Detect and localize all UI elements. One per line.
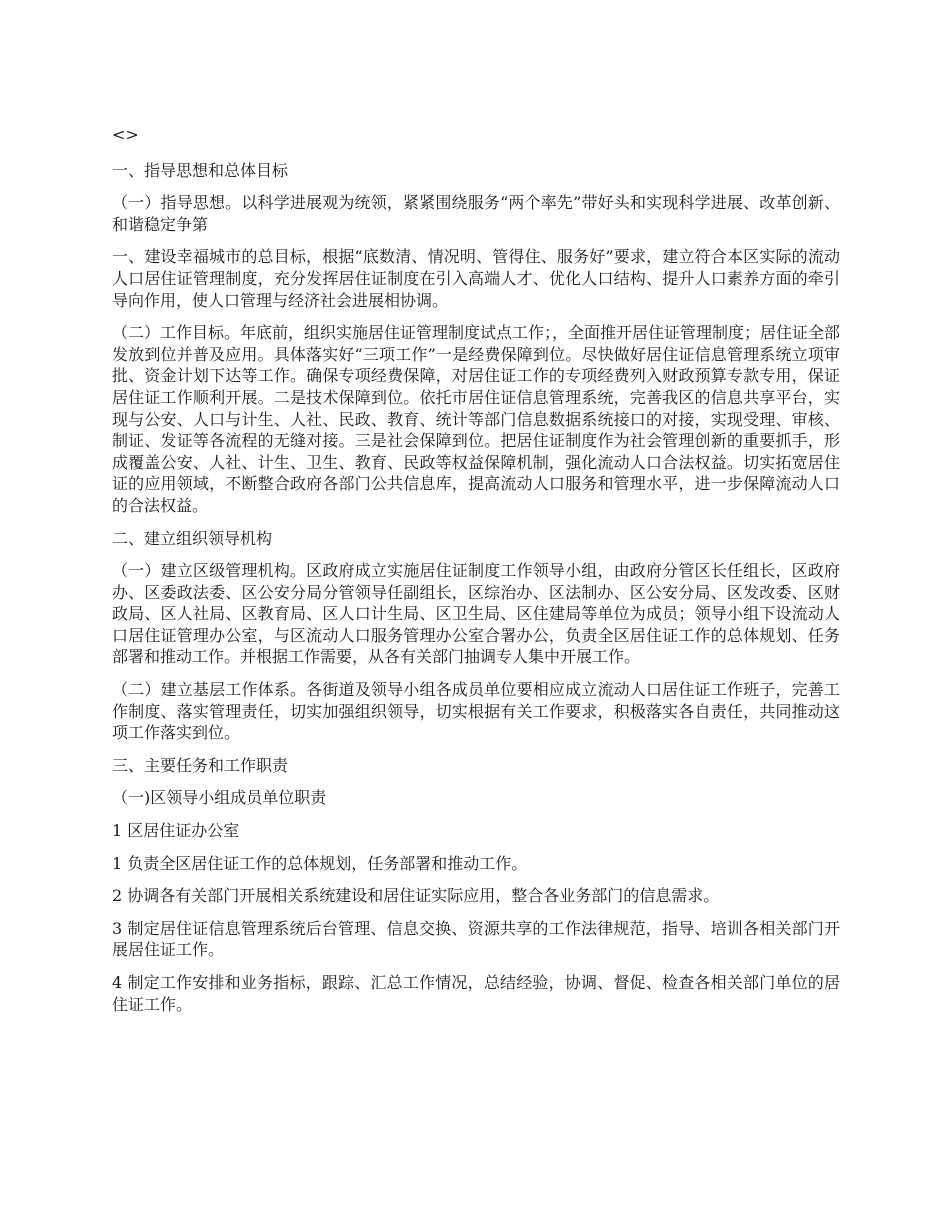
document-marker: <> (112, 125, 139, 144)
list-item: 1 负责全区居住证工作的总体规划，任务部署和推动工作。 (112, 853, 528, 873)
paragraph-overall-goal: 一、建设幸福城市的总目标，根据“底数清、情况明、管得住、服务好”要求，建立符合本区实际的流动人口居住证管理制度，充分发挥居住证制度在引入高端人才、优化人口结构、提升人口素养方面的牵引导向作用，使人口管理与经济社会进展相协调。 (112, 247, 840, 310)
section-heading-1: 一、指导思想和总体目标 (112, 160, 289, 180)
section-heading-3: 三、主要任务和工作职责 (112, 755, 289, 775)
list-item: 4 制定工作安排和业务指标，跟踪、汇总工作情况，总结经验，协调、督促、检查各相关部门单位的居住证工作。 (112, 973, 840, 1014)
paragraph-guiding-thought: （一）指导思想。以科学进展观为统领，紧紧围绕服务“两个率先”带好头和实现科学进展、改革创新、和谐稳定争第 (112, 193, 840, 234)
document-page (112, 124, 840, 1026)
paragraph-grassroots-system: （二）建立基层工作体系。各街道及领导小组各成员单位要相应成立流动人口居住证工作班子，完善工作制度、落实管理责任，切实加强组织领导，切实根据有关工作要求，积极落实各自责任，共同推动这项工作落实到位。 (112, 680, 840, 743)
paragraph-work-targets: （二）工作目标。年底前，组织实施居住证管理制度试点工作；，全面推开居住证管理制度；居住证全部发放到位并普及应用。具体落实好“三项工作”一是经费保障到位。尽快做好居住证信息管理系统立项审批、资金计划下达等工作。确保专项经费保障，对居住证工作的专项经费列入财政预算专款专用，保证居住证工作顺利开展。二是技术保障到位。依托市居住证信息管理系统，完善我区的信息共享平台，实现与公安、人口与计生、人社、民政、教育、统计等部门信息数据系统接口的对接，实现受理、审核、制证、发证等各流程的无缝对接。三是社会保障到位。把居住证制度作为社会管理创新的重要抓手，形成覆盖公安、人社、计生、卫生、教育、民政等权益保障机制，强化流动人口合法权益。切实拓宽居住证的应用领域，不断整合政府各部门公共信息库，提高流动人口服务和管理水平，进一步保障流动人口的合法权益。 (112, 323, 841, 515)
paragraph-district-agency: （一）建立区级管理机构。区政府成立实施居住证制度工作领导小组，由政府分管区长任组长，区政府办、区委政法委、区公安分局分管领导任副组长，区综治办、区法制办、区公安分局、区发改委、区财政局、区人社局、区教育局、区人口计生局、区卫生局、区住建局等单位为成员；领导小组下设流动人口居住证管理办公室，与区流动人口服务管理办公室合署办公，负责全区居住证工作的总体规划、任务部署和推动工作。并根据工作需要，从各有关部门抽调专人集中开展工作。 (112, 561, 840, 667)
list-heading-office: 1 区居住证办公室 (112, 821, 240, 841)
list-item: 3 制定居住证信息管理系统后台管理、信息交换、资源共享的工作法律规范，指导、培训各相关部门开展居住证工作。 (112, 918, 840, 960)
list-item: 2 协调各有关部门开展相关系统建设和居住证实际应用，整合各业务部门的信息需求。 (112, 886, 720, 906)
subsection-heading: （一)区领导小组成员单位职责 (112, 788, 327, 808)
section-heading-2: 二、建立组织领导机构 (112, 528, 273, 548)
